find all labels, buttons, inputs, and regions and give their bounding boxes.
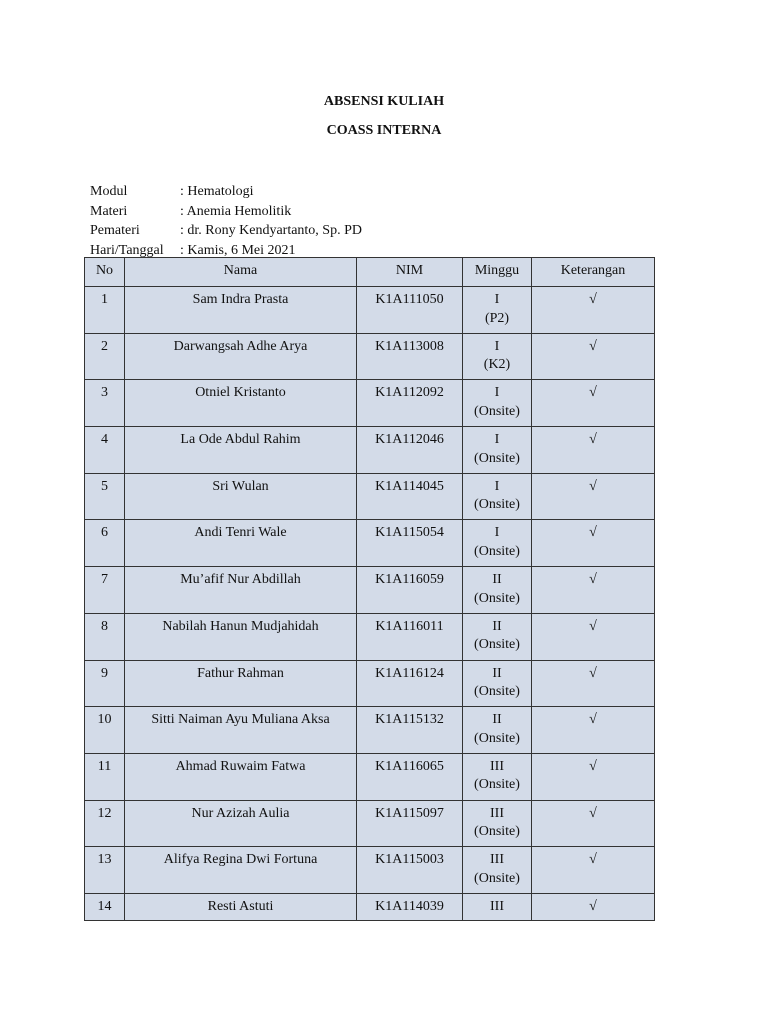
week-number: II (492, 712, 502, 728)
cell-minggu (463, 660, 532, 707)
table-body (85, 287, 655, 921)
cell-nama: Sitti Naiman Ayu Muliana Aksa (125, 707, 357, 754)
cell-nim: K1A112046 (357, 427, 463, 474)
week-mode: (Onsite) (474, 590, 520, 606)
week-number: II (492, 665, 502, 681)
week-number: I (494, 432, 500, 448)
meta-key: Modul (90, 184, 128, 199)
meta-row-materi (90, 202, 362, 222)
cell-nama: Mu’afif Nur Abdillah (125, 567, 357, 614)
meta-row-pemateri (90, 221, 362, 241)
table-row (85, 473, 655, 520)
meta-value: : Hematologi (180, 184, 254, 199)
table-row (85, 707, 655, 754)
cell-nim: K1A115097 (357, 800, 463, 847)
table-row (85, 380, 655, 427)
cell-minggu (463, 333, 532, 380)
cell-keterangan-check: √ (532, 380, 655, 427)
cell-minggu (463, 707, 532, 754)
week-number: I (494, 292, 500, 307)
header-keterangan: Keterangan (532, 258, 655, 287)
cell-minggu (463, 287, 532, 334)
cell-no: 14 (85, 893, 125, 920)
header-nim: NIM (357, 258, 463, 287)
meta-value: : Kamis, 6 Mei 2021 (180, 242, 296, 258)
cell-nim: K1A116059 (357, 567, 463, 614)
cell-no: 13 (85, 847, 125, 894)
cell-no: 7 (85, 567, 125, 614)
header-no: No (85, 258, 125, 287)
cell-no: 12 (85, 800, 125, 847)
cell-keterangan-check: √ (532, 473, 655, 520)
cell-minggu (463, 427, 532, 474)
cell-nim: K1A116065 (357, 753, 463, 800)
table-row (85, 567, 655, 614)
week-mode: (Onsite) (474, 637, 520, 653)
cell-no: 11 (85, 753, 125, 800)
cell-nim: K1A115003 (357, 847, 463, 894)
cell-nim: K1A114045 (357, 473, 463, 520)
cell-nama: Alifya Regina Dwi Fortuna (125, 847, 357, 894)
document-subtitle: COASS INTERNA (326, 123, 442, 138)
cell-minggu (463, 613, 532, 660)
cell-minggu (463, 893, 532, 920)
meta-key: Hari/Tanggal (90, 242, 164, 258)
cell-minggu (463, 520, 532, 567)
cell-no: 9 (85, 660, 125, 707)
header-minggu: Minggu (463, 258, 532, 287)
cell-no: 8 (85, 613, 125, 660)
cell-nama: Sam Indra Prasta (125, 287, 357, 334)
cell-minggu (463, 753, 532, 800)
table-row (85, 333, 655, 380)
cell-keterangan-check: √ (532, 660, 655, 707)
cell-nama: Sri Wulan (125, 473, 357, 520)
week-number: I (494, 338, 500, 354)
week-number: I (494, 525, 500, 541)
cell-no: 6 (85, 520, 125, 567)
cell-nim: K1A112092 (357, 380, 463, 427)
week-number: III (490, 758, 504, 774)
cell-nim: K1A116124 (357, 660, 463, 707)
cell-nim: K1A111050 (357, 287, 463, 334)
meta-key: Pemateri (90, 223, 140, 238)
week-number: II (492, 572, 502, 588)
week-mode: (Onsite) (474, 730, 520, 746)
header-nama: Nama (125, 258, 357, 287)
meta-info (90, 182, 362, 260)
week-mode: (Onsite) (474, 824, 520, 840)
week-mode: (Onsite) (474, 450, 520, 466)
table-row (85, 800, 655, 847)
meta-key: Materi (90, 203, 128, 219)
cell-no: 5 (85, 473, 125, 520)
week-number: III (490, 898, 504, 914)
table-row (85, 287, 655, 334)
week-mode: (Onsite) (474, 870, 520, 886)
table-header-row (85, 258, 655, 287)
cell-nim: K1A114039 (357, 893, 463, 920)
week-number: III (490, 852, 504, 868)
cell-nama: Otniel Kristanto (125, 380, 357, 427)
cell-minggu (463, 473, 532, 520)
week-mode: (Onsite) (474, 497, 520, 513)
cell-keterangan-check: √ (532, 613, 655, 660)
table-row (85, 520, 655, 567)
week-number: I (494, 385, 500, 401)
document-title: ABSENSI KULIAH (323, 94, 445, 109)
cell-nim: K1A116011 (357, 613, 463, 660)
cell-nim: K1A115132 (357, 707, 463, 754)
cell-keterangan-check: √ (532, 520, 655, 567)
meta-value: : Anemia Hemolitik (180, 203, 292, 219)
cell-nama: Nur Azizah Aulia (125, 800, 357, 847)
cell-minggu (463, 567, 532, 614)
cell-keterangan-check: √ (532, 567, 655, 614)
table-row (85, 427, 655, 474)
cell-minggu (463, 847, 532, 894)
cell-minggu (463, 800, 532, 847)
meta-row-modul (90, 182, 362, 202)
cell-keterangan-check: √ (532, 287, 655, 334)
cell-nama: Andi Tenri Wale (125, 520, 357, 567)
table-row (85, 660, 655, 707)
week-mode: (Onsite) (474, 403, 520, 419)
table-row (85, 847, 655, 894)
cell-no: 1 (85, 287, 125, 334)
cell-keterangan-check: √ (532, 847, 655, 894)
cell-nama: Nabilah Hanun Mudjahidah (125, 613, 357, 660)
week-number: III (490, 805, 504, 821)
week-number: II (492, 618, 502, 634)
cell-keterangan-check: √ (532, 753, 655, 800)
attendance-table (84, 257, 655, 921)
cell-no: 10 (85, 707, 125, 754)
week-mode: (P2) (484, 310, 510, 326)
cell-nama: Fathur Rahman (125, 660, 357, 707)
cell-keterangan-check: √ (532, 800, 655, 847)
cell-nama: Ahmad Ruwaim Fatwa (125, 753, 357, 800)
table-row (85, 893, 655, 920)
cell-no: 4 (85, 427, 125, 474)
cell-keterangan-check: √ (532, 707, 655, 754)
cell-minggu (463, 380, 532, 427)
cell-keterangan-check: √ (532, 893, 655, 920)
week-number: I (494, 478, 500, 494)
cell-no: 2 (85, 333, 125, 380)
meta-value: : dr. Rony Kendyartanto, Sp. PD (180, 223, 362, 238)
cell-no: 3 (85, 380, 125, 427)
week-mode: (Onsite) (474, 684, 520, 699)
cell-nama: La Ode Abdul Rahim (125, 427, 357, 474)
cell-nim: K1A115054 (357, 520, 463, 567)
table-row (85, 613, 655, 660)
cell-keterangan-check: √ (532, 427, 655, 474)
cell-nim: K1A113008 (357, 333, 463, 380)
week-mode: (Onsite) (474, 777, 520, 793)
week-mode: (K2) (483, 357, 511, 373)
week-mode: (Onsite) (474, 543, 520, 559)
cell-keterangan-check: √ (532, 333, 655, 380)
cell-nama: Darwangsah Adhe Arya (125, 333, 357, 380)
cell-nama: Resti Astuti (125, 893, 357, 920)
table-row (85, 753, 655, 800)
